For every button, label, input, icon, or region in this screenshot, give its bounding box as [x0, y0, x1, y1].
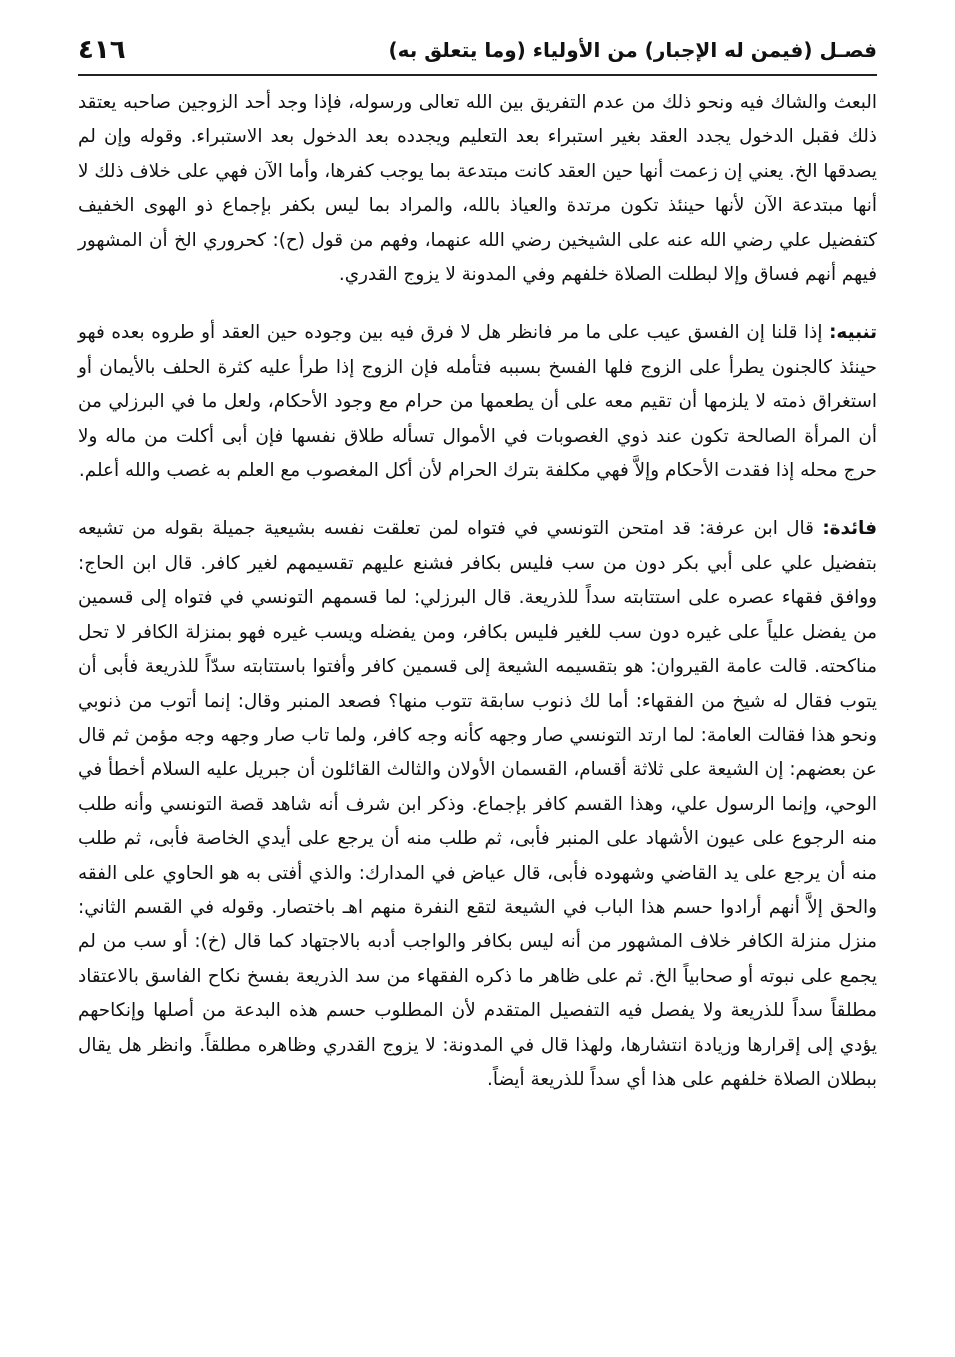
body-text	[78, 86, 877, 1097]
paragraph-continuation	[78, 86, 877, 292]
paragraph-lead: تنبيه:	[829, 322, 877, 344]
running-title: فصـل (فيمن له الإجبار) من الأولياء (وما يتعلق به)	[388, 38, 877, 62]
paragraph-text: قال ابن عرفة: قد امتحن التونسي في فتواه لمن تعلقت نفسه بشيعية جميلة بقوله من تشيعه بتفضيل علي على أبي بكر دون من سب فليس بكافر فشنع عليهم تقسيمهم لغير كافر. قال ابن الحاج: ووافق فقهاء عصره على استتابته سداً للذريعة. قال البرزلي: لما قسمهم التونسي في فتواه إلى قسمين من يفضل علياً على غيره دون سب للغير فليس بكافر، ومن يفضله ويسب غيره فهو بمنزلة الكافر لا تحل مناكحته. قالت عامة القيروان: هو بتقسيمه الشيعة إلى قسمين كافر وأفتوا باستتابته سدّاً للذريعة فأبى أن يتوب فقال له شيخ من الفقهاء: أما لك ذنوب سابقة تتوب منها؟ فصعد المنبر وقال: إنما أتوب من ذنوبي ونحو هذا فقالت العامة: لما ارتد التونسي صار وجهه كأنه وجه كافر، ولما تاب صار وجهه وجه مؤمن ثم قال عن بعضهم: إن الشيعة على ثلاثة أقسام، القسمان الأولان والثالث القائلون أن جبريل عليه السلام أخطأ في الوحي، وإنما الرسول علي، وهذا القسم كافر بإجماع. وذكر ابن شرف أنه شاهد قصة التونسي وأنه طلب منه الرجوع على عيون الأشهاد على المنبر فأبى، ثم طلب منه أن يرجع على أيدي الخاصة فأبى، ثم طلب منه أن يرجع على يد القاضي وشهوده فأبى، قال عياض في المدارك: والذي أفتى به هو الحاوي على الفقه والحق إلاَّ أنهم أرادوا حسم هذا الباب في الشيعة لتقع النفرة منهم اهـ باختصار. وقوله في القسم الثاني: منزل منزلة الكافر خلاف المشهور من أنه ليس بكافر والواجب أدبه بالاجتهاد كما قال (خ): أو سب من لم يجمع على نبوته أو صحابياً الخ. ثم على ظاهر ما ذكره الفقهاء من سد الذريعة بفسخ نكاح الفاسق بالاعتقاد مطلقاً سداً للذريعة ولا يفصل فيه التفصيل المتقدم لأن المطلوب حسم هذه البدعة من أصلها وإنكاحهم يؤدي إلى إقرارها وزيادة انتشارها، ولهذا قال في المدونة: لا يزوج القدري وظاهره مطلقاً. وانظر هل يقال ببطلان الصلاة خلفهم على هذا أي سداً للذريعة أيضاً.	[78, 518, 877, 1090]
page-header	[78, 26, 877, 76]
paragraph-lead: فائدة:	[822, 518, 877, 540]
paragraph-faida	[78, 512, 877, 1097]
paragraph-text: البعث والشاك فيه ونحو ذلك من عدم التفريق بين الله تعالى ورسوله، فإذا وجد أحد الزوجين صاحبه يعتقد ذلك فقبل الدخول يجدد العقد بغير استبراء بعد التعليم ويجدده بعد الدخول بعد الاستبراء. وقوله وإن لم يصدقها الخ. يعني إن زعمت أنها حين العقد كانت مبتدعة بما يوجب كفرها، وأما الآن فهي على خلاف ذلك لا أنها مبتدعة الآن لأنها حينئذ تكون مرتدة والعياذ بالله، والمراد بما ليس بكفر بإجماع ذو الهوى الخفيف كتفضيل علي رضي الله عنه على الشيخين رضي الله عنهما، وفهم من قول (ح): كحروري الخ أن المشهور فيهم أنهم فساق وإلا لبطلت الصلاة خلفهم وفي المدونة لا يزوج القدري.	[78, 92, 877, 286]
paragraph-text: إذا قلنا إن الفسق عيب على ما مر فانظر هل لا فرق فيه بين وجوده حين العقد أو طروه بعده فهو حينئذ كالجنون يطرأ على الزوج فلها الفسخ بسببه فتأمله فإن الزوج إذا طرأ عليه كثرة الحلف بالأيمان أو استغراق ذمته لا يلزمها أن تقيم معه على أن يطعمها من حرام مع وجود الأحكام، ولعل ما في البرزلي من أن المرأة الصالحة تكون عند ذوي الغصوبات في الأموال تسأله طلاق نفسها فإن أبى أكلت من ماله ولا حرج محله إذا فقدت الأحكام وإلاَّ فهي مكلفة بترك الحرام لأن أكل المغصوب مع العلم به غصب والله أعلم.	[78, 322, 877, 482]
page-number: ٤١٦	[78, 35, 126, 65]
paragraph-tanbih	[78, 316, 877, 488]
